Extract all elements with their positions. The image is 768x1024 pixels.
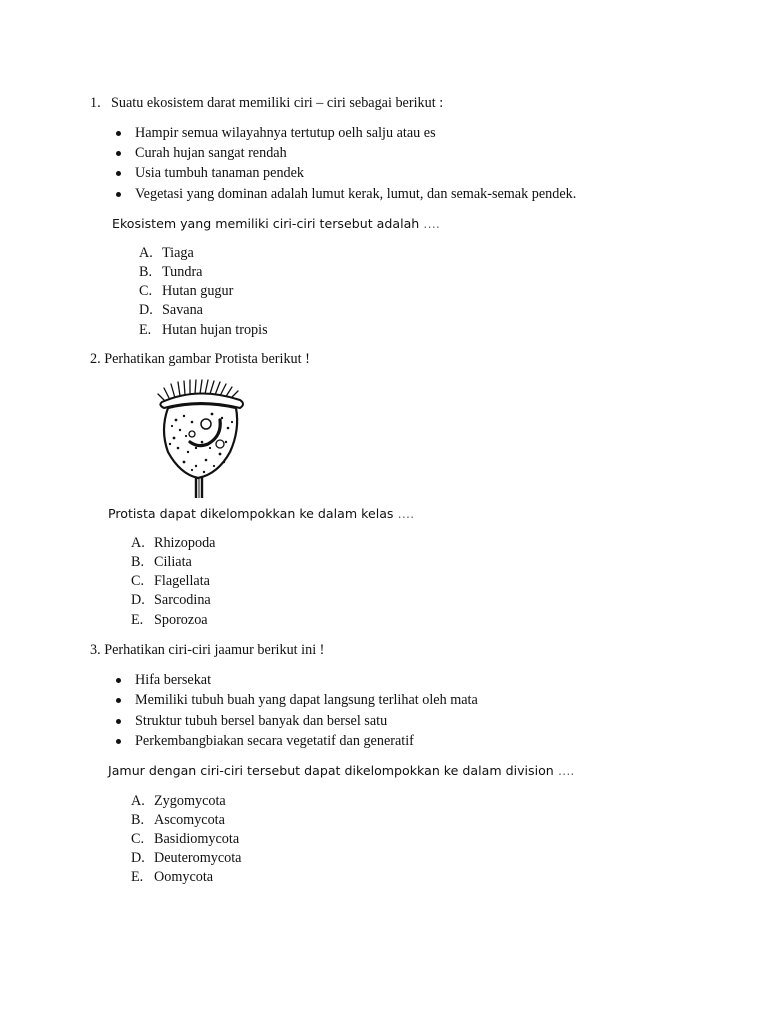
q1-bullet-2: Curah hujan sangat rendah (135, 145, 287, 161)
bullet-icon (116, 151, 121, 156)
bullet-icon (116, 678, 121, 683)
q3-option-b-text: Ascomycota (154, 812, 225, 828)
bullet-icon (116, 739, 121, 744)
q3-option-a-text: Zygomycota (154, 793, 226, 809)
q2-option-b-text: Ciliata (154, 554, 192, 570)
q3-bullet-1: Hifa bersekat (135, 672, 212, 688)
q1-option-e-letter: E. (139, 322, 152, 338)
q1-option-a-text: Tiaga (162, 245, 194, 261)
q1-bullet-1: Hampir semua wilayahnya tertutup oelh salju atau es (135, 125, 436, 141)
q1-option-d-letter: D. (139, 302, 153, 318)
q2-option-a-letter: A. (131, 535, 145, 551)
q3-prompt: Jamur dengan ciri-ciri tersebut dapat dikelompokkan ke dalam division …. (108, 763, 575, 778)
q3-option-e-text: Oomycota (154, 869, 214, 885)
q3-option-c-letter: C. (131, 831, 145, 847)
bullet-icon (116, 719, 121, 724)
q2-option-c-text: Flagellata (154, 573, 210, 589)
q3-option-c-text: Basidiomycota (154, 831, 240, 847)
q3-bullet-4: Perkembangbiakan secara vegetatif dan generatif (135, 733, 414, 749)
q1-option-d-text: Savana (162, 302, 203, 318)
vorticella-protist-illustration (156, 378, 266, 500)
q1-option-e-text: Hutan hujan tropis (162, 322, 268, 338)
q1-prompt: Ekosistem yang memiliki ciri-ciri tersebut adalah …. (112, 216, 440, 231)
q3-question: 3. Perhatikan ciri-ciri jaamur berikut ini ! (90, 642, 325, 658)
q1-option-c-letter: C. (139, 283, 153, 299)
q2-option-d-letter: D. (131, 592, 145, 608)
q3-bullet-3: Struktur tubuh bersel banyak dan bersel satu (135, 713, 388, 729)
q2-prompt: Protista dapat dikelompokkan ke dalam kelas …. (108, 506, 415, 521)
q2-option-e-letter: E. (131, 612, 144, 628)
q2-option-a-text: Rhizopoda (154, 535, 216, 551)
q1-option-b-text: Tundra (162, 264, 203, 280)
q1-option-b-letter: B. (139, 264, 153, 280)
q2-option-d-text: Sarcodina (154, 592, 211, 608)
q3-option-e-letter: E. (131, 869, 144, 885)
q1-bullet-3: Usia tumbuh tanaman pendek (135, 165, 305, 181)
q2-question: 2. Perhatikan gambar Protista berikut ! (90, 351, 310, 367)
q3-option-d-letter: D. (131, 850, 145, 866)
q1-number: 1. (90, 95, 101, 111)
q1-bullet-4: Vegetasi yang dominan adalah lumut kerak, lumut, dan semak-semak pendek. (135, 186, 577, 202)
q2-option-e-text: Sporozoa (154, 612, 208, 628)
bullet-icon (116, 171, 121, 176)
bullet-icon (116, 131, 121, 136)
q3-option-b-letter: B. (131, 812, 145, 828)
q2-option-c-letter: C. (131, 573, 145, 589)
q2-option-b-letter: B. (131, 554, 145, 570)
bullet-icon (116, 698, 121, 703)
q1-question: Suatu ekosistem darat memiliki ciri – ciri sebagai berikut : (111, 95, 444, 111)
q3-option-d-text: Deuteromycota (154, 850, 242, 866)
q1-option-c-text: Hutan gugur (162, 283, 234, 299)
q3-bullet-2: Memiliki tubuh buah yang dapat langsung terlihat oleh mata (135, 692, 478, 708)
bullet-icon (116, 192, 121, 197)
q1-option-a-letter: A. (139, 245, 153, 261)
q3-option-a-letter: A. (131, 793, 145, 809)
